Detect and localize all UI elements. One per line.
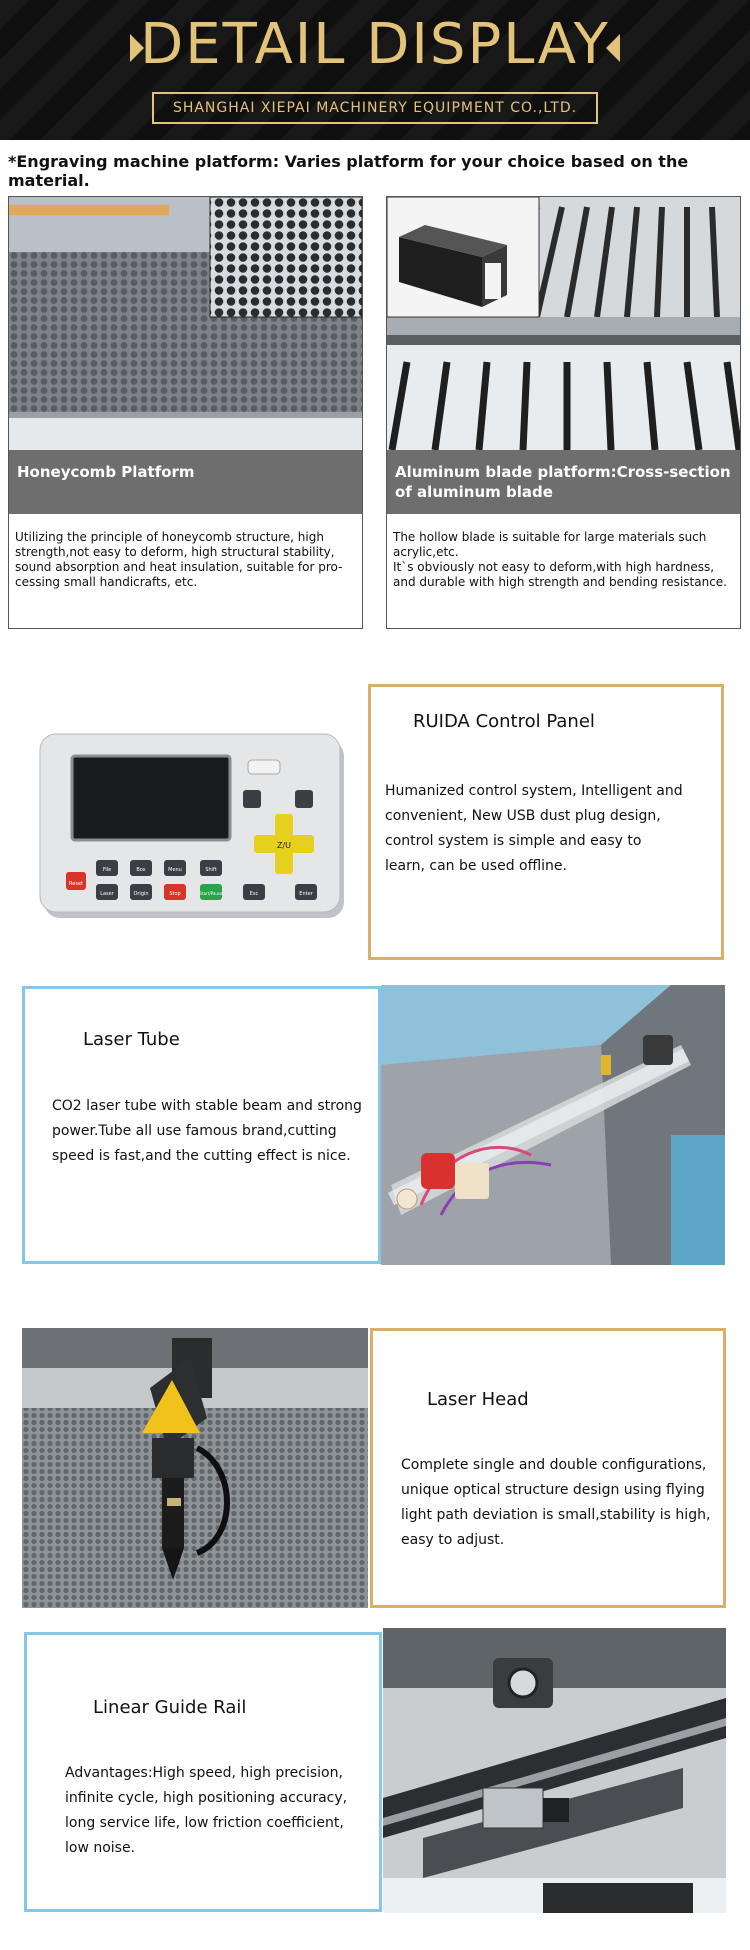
guide-rail-title: Linear Guide Rail <box>93 1697 247 1718</box>
aluminum-blade-platform-image <box>387 197 740 450</box>
control-panel-image <box>38 732 348 922</box>
esc-key-label: Esc <box>249 891 259 897</box>
control-panel-text: Humanized control system, Intelligent and convenient, New USB dust plug design, control system is simple and easy to learn, can be used offline. <box>385 783 683 874</box>
laser-head-frame <box>370 1328 726 1608</box>
enter-key-label: Enter <box>299 891 313 897</box>
guide-rail-text: Advantages:High speed, high precision, infinite cycle, high positioning accuracy, long service life, low friction coefficient, low noise. <box>65 1765 348 1856</box>
honeycomb-platform-image <box>9 197 362 450</box>
zu-key-label: Z/U <box>276 841 292 850</box>
laser-head-title: Laser Head <box>427 1389 529 1410</box>
guide-rail-image <box>383 1628 726 1913</box>
honeycomb-platform-title: Honeycomb Platform <box>9 450 362 514</box>
box-key-label: Box <box>136 867 146 873</box>
laser-tube-title: Laser Tube <box>83 1029 180 1050</box>
laser-head-image <box>22 1328 368 1608</box>
shift-key-label: Shift <box>205 867 217 873</box>
laser-tube-text: CO2 laser tube with stable beam and strong power.Tube all use famous brand,cutting speed is fast,and the cutting effect is nice. <box>52 1098 362 1164</box>
reset-key-label: Reset <box>69 881 83 887</box>
laser-key-label: Laser <box>100 891 114 897</box>
page-title: DETAIL DISPLAY <box>140 12 610 77</box>
honeycomb-platform-card <box>8 196 363 629</box>
honeycomb-platform-description: Utilizing the principle of honeycomb structure, high strength,not easy to deform, high structural stability, sound absorption and heat insulation, suitable for pro-cessing small handicrafts, etc. <box>15 530 343 589</box>
origin-key-label: Origin <box>133 891 149 897</box>
file-key-label: File <box>102 867 112 873</box>
aluminum-blade-platform-description <box>387 514 740 590</box>
laser-tube-frame <box>22 986 381 1264</box>
aluminum-blade-platform-title: Aluminum blade platform:Cross-section of aluminum blade <box>387 450 740 514</box>
company-name: SHANGHAI XIEPAI MACHINERY EQUIPMENT CO.,LTD. <box>152 92 598 124</box>
laser-head-text: Complete single and double configurations, unique optical structure design using flying light path deviation is small,stability is high, easy to adjust. <box>401 1457 711 1548</box>
stop-key-label: Stop <box>169 891 181 897</box>
platform-intro: *Engraving machine platform: Varies platform for your choice based on the material. <box>8 152 689 190</box>
start-pause-key-label: Start/Pause <box>199 891 223 896</box>
menu-key-label: Menu <box>168 867 182 873</box>
guide-rail-frame <box>24 1632 382 1912</box>
aluminum-blade-description-line-1: The hollow blade is suitable for large materials such acrylic,etc. <box>393 530 707 559</box>
aluminum-blade-description-line-2: It`s obviously not easy to deform,with high hardness, and durable with high strength and bending resistance. <box>393 560 727 589</box>
control-panel-frame <box>368 684 724 960</box>
laser-tube-image <box>381 985 725 1265</box>
control-panel-title: RUIDA Control Panel <box>413 711 595 732</box>
aluminum-blade-platform-card <box>386 196 741 629</box>
